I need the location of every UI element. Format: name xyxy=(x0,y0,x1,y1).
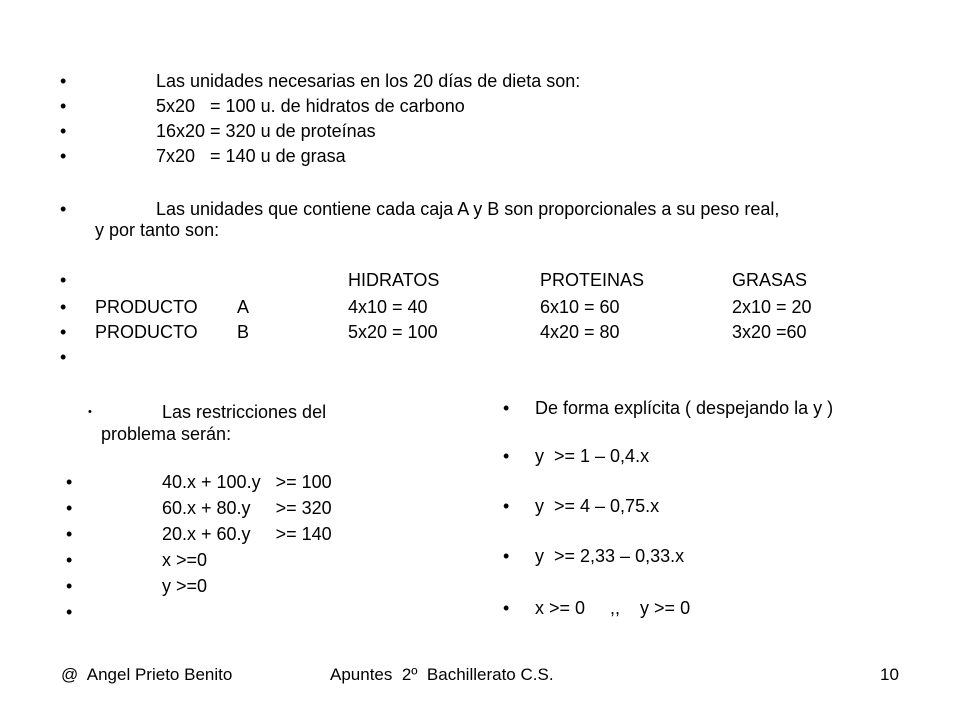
bullet: • xyxy=(60,199,67,219)
bullet: • xyxy=(60,71,67,91)
explicit-item: y >= 4 – 0,75.x xyxy=(535,496,660,516)
footer-page-number: 10 xyxy=(880,665,899,684)
table-row-code: B xyxy=(237,322,250,342)
bullet: • xyxy=(66,472,73,492)
text-line: 16x20 = 320 u de proteínas xyxy=(156,121,376,141)
restrictions-title: problema serán: xyxy=(101,424,232,444)
restriction-item: 60.x + 80.y >= 320 xyxy=(162,498,332,518)
bullet: • xyxy=(66,524,73,544)
text-line: Las unidades que contiene cada caja A y B son proporcionales a su peso real, xyxy=(156,199,780,219)
text-line: y por tanto son: xyxy=(95,220,220,240)
bullet: • xyxy=(60,121,67,141)
bullet: • xyxy=(60,146,67,166)
bullet: • xyxy=(503,598,510,618)
table-cell: 2x10 = 20 xyxy=(732,297,812,317)
bullet: • xyxy=(66,576,73,596)
bullet: • xyxy=(503,496,510,516)
text-line: 7x20 = 140 u de grasa xyxy=(156,146,346,166)
explicit-item: y >= 2,33 – 0,33.x xyxy=(535,546,685,566)
bullet: • xyxy=(503,446,510,466)
restrictions-title: Las restricciones del xyxy=(162,402,327,422)
explicit-item: y >= 1 – 0,4.x xyxy=(535,446,650,466)
table-cell: 5x20 = 100 xyxy=(348,322,438,342)
table-cell: 3x20 =60 xyxy=(732,322,807,342)
bullet: • xyxy=(60,96,67,116)
table-cell: 4x20 = 80 xyxy=(540,322,620,342)
text-line: 5x20 = 100 u. de hidratos de carbono xyxy=(156,96,465,116)
table-row-label: PRODUCTO xyxy=(95,297,198,317)
table-header-grasas: GRASAS xyxy=(732,270,808,290)
restriction-item: 20.x + 60.y >= 140 xyxy=(162,524,332,544)
table-row-label: PRODUCTO xyxy=(95,322,198,342)
table-header-proteinas: PROTEINAS xyxy=(540,270,645,290)
restriction-item: y >=0 xyxy=(162,576,208,596)
restriction-item: x >=0 xyxy=(162,550,208,570)
text-line: Las unidades necesarias en los 20 días de dieta son: xyxy=(156,71,581,91)
explicit-title: De forma explícita ( despejando la y ) xyxy=(535,398,834,418)
bullet: • xyxy=(66,498,73,518)
restriction-item: 40.x + 100.y >= 100 xyxy=(162,472,332,492)
table-row-code: A xyxy=(237,297,250,317)
bullet: • xyxy=(60,270,67,290)
bullet: • xyxy=(88,406,92,418)
footer-course: Apuntes 2º Bachillerato C.S. xyxy=(330,665,554,684)
bullet: • xyxy=(503,398,510,418)
table-cell: 4x10 = 40 xyxy=(348,297,428,317)
bullet: • xyxy=(503,546,510,566)
explicit-item: x >= 0 ,, y >= 0 xyxy=(535,598,691,618)
bullet: • xyxy=(66,602,73,622)
bullet: • xyxy=(60,322,67,342)
table-cell: 6x10 = 60 xyxy=(540,297,620,317)
bullet: • xyxy=(60,347,67,367)
footer-author: @ Angel Prieto Benito xyxy=(61,665,233,684)
table-header-hidratos: HIDRATOS xyxy=(348,270,440,290)
bullet: • xyxy=(60,297,67,317)
bullet: • xyxy=(66,550,73,570)
